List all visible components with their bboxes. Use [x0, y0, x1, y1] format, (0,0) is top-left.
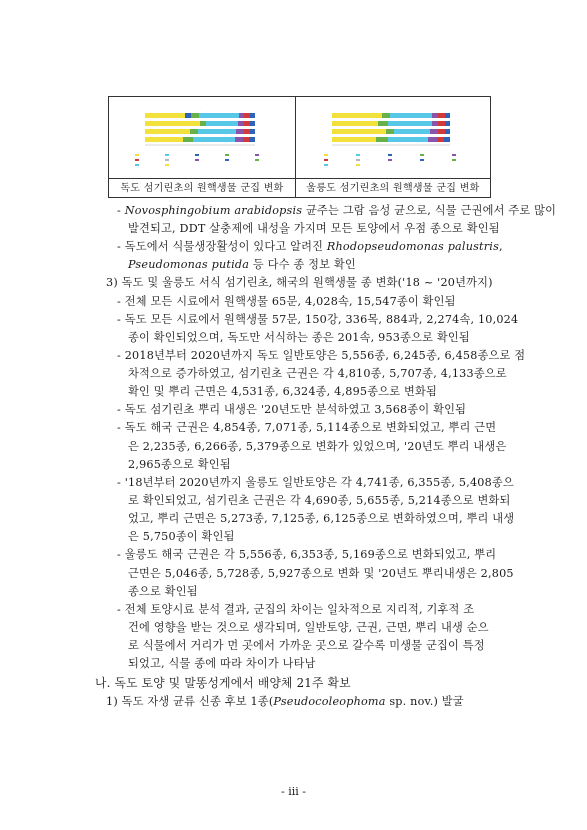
right-bar-row-4 [332, 137, 450, 142]
right-bar-row-2 [332, 121, 450, 126]
left-bar-row-2 [145, 121, 255, 126]
text-line: - 울릉도 해국 근권은 각 5,556종, 6,353종, 5,169종으로 변화되었고, 뿌리 [117, 548, 497, 561]
text-line: 건에 영향을 받는 것으로 생각되며, 일반토양, 근권, 근면, 뿌리 내생 순으 [128, 621, 489, 634]
text-line: 1) 독도 자생 균류 신종 후보 1종(Pseudocoleophoma sp. nov.) 발굴 [106, 695, 464, 708]
text-line: - 독도 섬기린초 뿌리 내생은 '20년도만 분석하였고 3,568종이 확인됨 [117, 403, 467, 416]
text-line: 었고, 뿌리 근면은 5,273종, 7,125종, 6,125종으로 변화하였으며, 뿌리 내생 [128, 512, 515, 525]
text-line: 근면은 5,046종, 5,728종, 5,927종으로 변화 및 '20년도 뿌리내생은 2,805 [128, 567, 514, 580]
right-figure-caption: 울릉도 섬기린초의 원핵생물 군집 변화 [296, 178, 490, 198]
left-bar-row-1 [145, 113, 255, 118]
figure-left [109, 97, 296, 197]
figure-table [108, 96, 491, 198]
text-line: 로 확인되었고, 섬기린초 근권은 각 4,690종, 5,655종, 5,214종으로 변화되 [128, 494, 511, 507]
left-bar-row-4 [145, 137, 255, 142]
right-bar-row-1 [332, 113, 450, 118]
text-line: 발견되고, DDT 살충제에 내성을 가지며 모든 토양에서 우점 종으로 확인됨 [128, 222, 500, 235]
text-line: 종으로 확인됨 [128, 585, 198, 598]
right-bar-row-3 [332, 129, 450, 134]
figure-right [296, 97, 490, 197]
page-number: - iii - [281, 785, 306, 798]
text-line: 로 식물에서 거리가 먼 곳에서 가까운 곳으로 갈수록 미생물 군집이 특정 [128, 639, 485, 652]
text-line: - '18년부터 2020년까지 울릉도 일반토양은 각 4,741종, 6,355종, 5,408종으 [117, 476, 514, 489]
text-line: - 전체 토양시료 분석 결과, 군집의 차이는 일차적으로 지리적, 기후적 조 [117, 603, 475, 616]
text-line: - 독도에서 식물생장활성이 있다고 알려진 Rhodopseudomonas palustris, [117, 240, 503, 253]
right-stacked-bar-chart [302, 101, 484, 175]
text-line: - Novosphingobium arabidopsis 균주는 그람 음성 균으로, 식물 근권에서 주로 많이 [117, 204, 557, 217]
left-stacked-bar-chart [115, 101, 289, 175]
text-line: 은 5,750종이 확인됨 [128, 530, 235, 543]
text-line: - 독도 해국 근권은 4,854종, 7,071종, 5,114종으로 변화되었고, 뿌리 근면 [117, 421, 497, 434]
left-bar-row-3 [145, 129, 255, 134]
text-line: 차적으로 증가하였고, 섬기린초 근권은 각 4,810종, 5,707종, 4,133종으로 [128, 367, 507, 380]
text-line: - 2018년부터 2020년까지 독도 일반토양은 5,556종, 6,245종, 6,458종으로 점 [117, 349, 526, 362]
text-line: Pseudomonas putida 등 다수 종 정보 확인 [128, 258, 356, 271]
text-line: - 전체 모든 시료에서 원핵생물 65문, 4,028속, 15,547종이 확인됨 [117, 295, 456, 308]
section-heading: 나. 독도 토양 및 말똥성게에서 배양체 21주 확보 [95, 676, 351, 690]
text-line: 은 2,235종, 6,266종, 5,379종으로 변화가 있었으며, '20년도 뿌리 내생은 [128, 440, 507, 453]
svg-text:·: · [201, 105, 203, 109]
text-line: 2,965종으로 확인됨 [128, 458, 231, 471]
text-line: 종이 확인되었으며, 독도만 서식하는 종은 201속, 953종으로 확인됨 [128, 331, 470, 344]
section-heading: 3) 독도 및 울릉도 서식 섬기린초, 해국의 원핵생물 종 변화('18 ~ '20년까지) [106, 276, 493, 289]
text-line: - 독도 모든 시료에서 원핵생물 57문, 150강, 336목, 884과, 2,274속, 10,024 [117, 313, 519, 326]
left-figure-caption: 독도 섬기린초의 원핵생물 군집 변화 [109, 178, 295, 198]
text-line: 되었고, 식물 종에 따라 차이가 나타남 [128, 657, 316, 670]
text-line: 확인 및 뿌리 근면은 4,531종, 6,324종, 4,895종으로 변화됨 [128, 385, 438, 398]
